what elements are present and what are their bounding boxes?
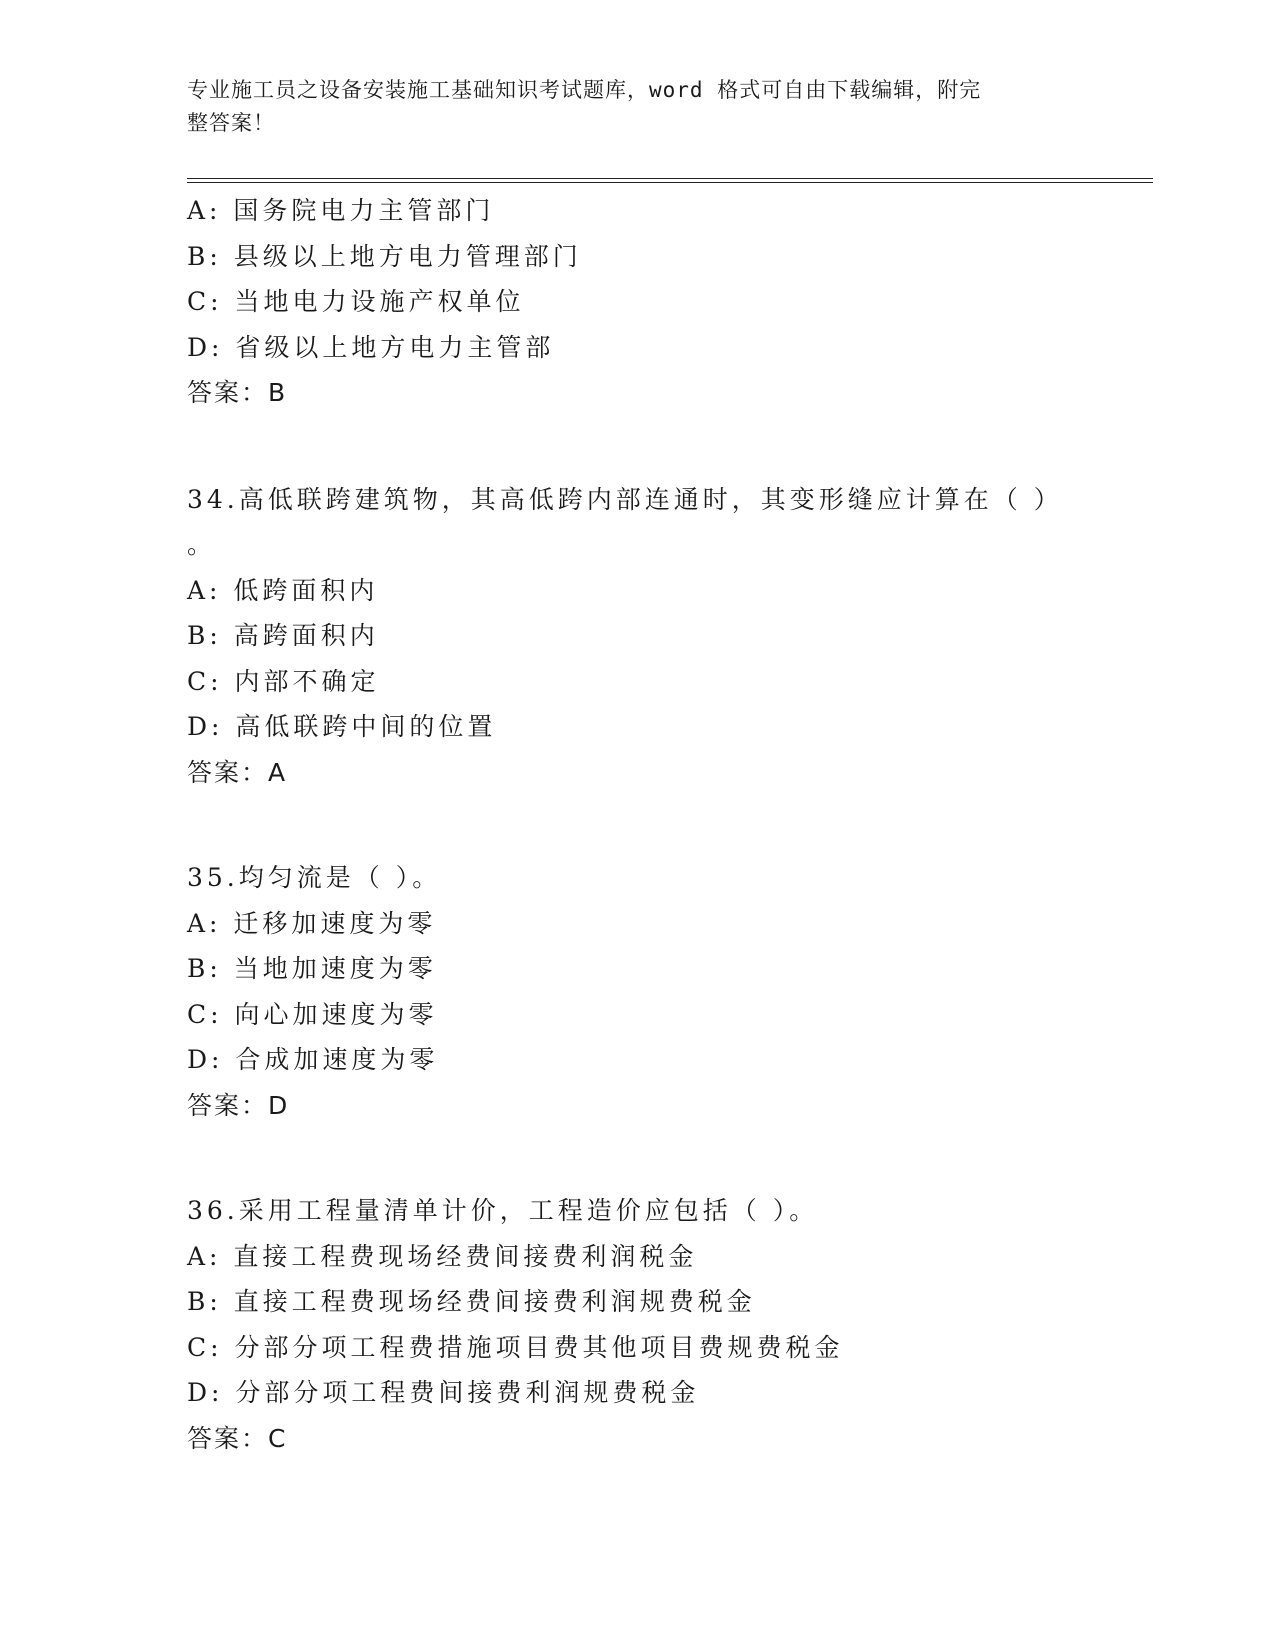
option-d: D: 省级以上地方电力主管部 <box>187 332 555 362</box>
option-b: B: 高跨面积内 <box>187 621 379 650</box>
header-line-2: 整答案！ <box>187 111 275 135</box>
option-a: A: 国务院电力主管部门 <box>187 196 495 225</box>
question-list <box>187 188 1127 1461</box>
header-line-1: 专业施工员之设备安装施工基础知识考试题库，word 格式可自由下载编辑，附完 <box>187 78 982 102</box>
header-divider-bottom <box>187 182 1153 183</box>
option-b: B: 当地加速度为零 <box>187 954 437 983</box>
question-block-36 <box>187 1188 1127 1461</box>
option-c: C: 向心加速度为零 <box>187 999 438 1029</box>
question-title: 36.采用工程量清单计价，工程造价应包括（ ）。 <box>187 1196 819 1225</box>
document-header <box>187 74 1067 140</box>
answer-text: 答案：A <box>187 757 288 787</box>
answer-text: 答案：B <box>187 378 288 407</box>
option-d: D: 分部分项工程费间接费利润规费税金 <box>187 1378 700 1407</box>
answer-text: 答案：C <box>187 1423 288 1453</box>
option-a: A: 直接工程费现场经费间接费利润税金 <box>187 1241 698 1271</box>
option-c: C: 内部不确定 <box>187 666 380 696</box>
header-divider-top <box>187 178 1153 179</box>
question-title: 34.高低联跨建筑物，其高低跨内部连通时，其变形缝应计算在（ ） <box>187 484 1063 514</box>
answer-text: 答案：D <box>187 1090 290 1120</box>
question-block-33 <box>187 188 1127 416</box>
option-a: A: 迁移加速度为零 <box>187 908 437 938</box>
option-c: C: 当地电力设施产权单位 <box>187 287 525 316</box>
question-title-tail: 。 <box>187 530 217 559</box>
option-d: D: 合成加速度为零 <box>187 1045 439 1074</box>
option-a: A: 低跨面积内 <box>187 575 379 605</box>
question-title: 35.均匀流是（ ）。 <box>187 863 442 892</box>
question-block-34 <box>187 477 1127 796</box>
option-b: B: 直接工程费现场经费间接费利润规费税金 <box>187 1287 756 1316</box>
option-b: B: 县级以上地方电力管理部门 <box>187 241 582 271</box>
question-block-35 <box>187 855 1127 1128</box>
option-d: D: 高低联跨中间的位置 <box>187 712 497 741</box>
option-c: C: 分部分项工程费措施项目费其他项目费规费税金 <box>187 1332 844 1362</box>
